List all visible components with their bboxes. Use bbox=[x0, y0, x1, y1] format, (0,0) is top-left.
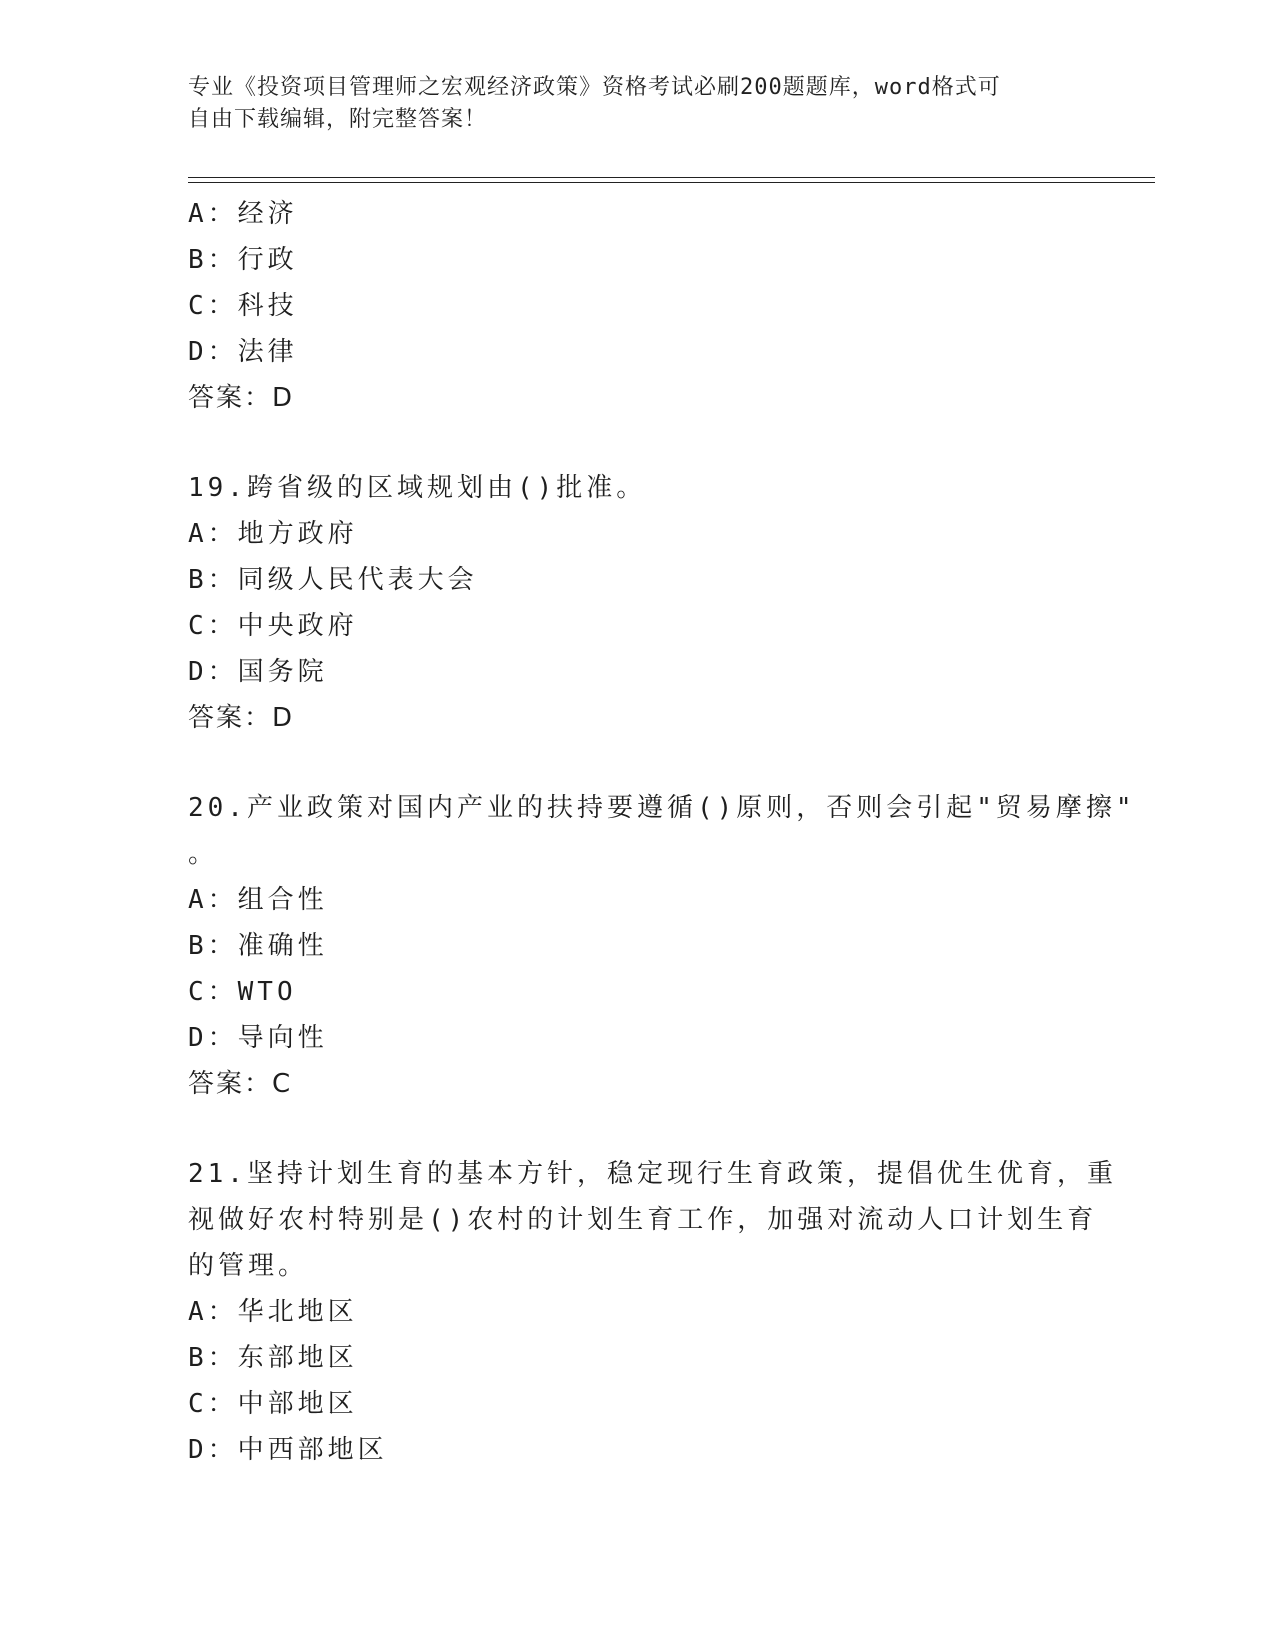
header-divider-bottom bbox=[188, 182, 1155, 183]
option-d: D：法律 bbox=[188, 337, 298, 367]
option-b: B：东部地区 bbox=[188, 1343, 358, 1373]
document-header bbox=[188, 72, 1068, 136]
question-19 bbox=[188, 465, 1088, 741]
option-d: D：导向性 bbox=[188, 1023, 328, 1053]
question-20 bbox=[188, 785, 1136, 1107]
option-c: C：WTO bbox=[188, 977, 297, 1007]
option-a: A：经济 bbox=[188, 199, 298, 229]
answer: 答案：C bbox=[188, 1069, 293, 1099]
header-line-2: 自由下载编辑，附完整答案！ bbox=[188, 107, 488, 132]
option-b: B：同级人民代表大会 bbox=[188, 565, 478, 595]
answer: 答案：D bbox=[188, 383, 295, 413]
question-list bbox=[188, 191, 1136, 1473]
question-text-line-2: 。 bbox=[188, 839, 219, 869]
question-21 bbox=[188, 1151, 1117, 1473]
question-18 bbox=[188, 191, 1088, 421]
answer: 答案：D bbox=[188, 703, 295, 733]
option-b: B：行政 bbox=[188, 245, 298, 275]
option-a: A：组合性 bbox=[188, 885, 328, 915]
option-a: A：地方政府 bbox=[188, 519, 358, 549]
question-text-line-1: 20.产业政策对国内产业的扶持要遵循()原则，否则会引起"贸易摩擦" bbox=[188, 793, 1136, 823]
header-divider-top bbox=[188, 177, 1155, 178]
option-c: C：科技 bbox=[188, 291, 298, 321]
option-b: B：准确性 bbox=[188, 931, 328, 961]
option-a: A：华北地区 bbox=[188, 1297, 358, 1327]
question-text-line-2: 视做好农村特别是()农村的计划生育工作，加强对流动人口计划生育 bbox=[188, 1205, 1098, 1235]
option-d: D：中西部地区 bbox=[188, 1435, 388, 1465]
option-c: C：中部地区 bbox=[188, 1389, 358, 1419]
question-text: 19.跨省级的区域规划由()批准。 bbox=[188, 473, 647, 503]
option-d: D：国务院 bbox=[188, 657, 328, 687]
option-c: C：中央政府 bbox=[188, 611, 358, 641]
question-text-line-1: 21.坚持计划生育的基本方针，稳定现行生育政策，提倡优生优育，重 bbox=[188, 1159, 1117, 1189]
header-line-1: 专业《投资项目管理师之宏观经济政策》资格考试必刷200题题库，word格式可 bbox=[188, 75, 1001, 100]
question-text-line-3: 的管理。 bbox=[188, 1251, 309, 1281]
